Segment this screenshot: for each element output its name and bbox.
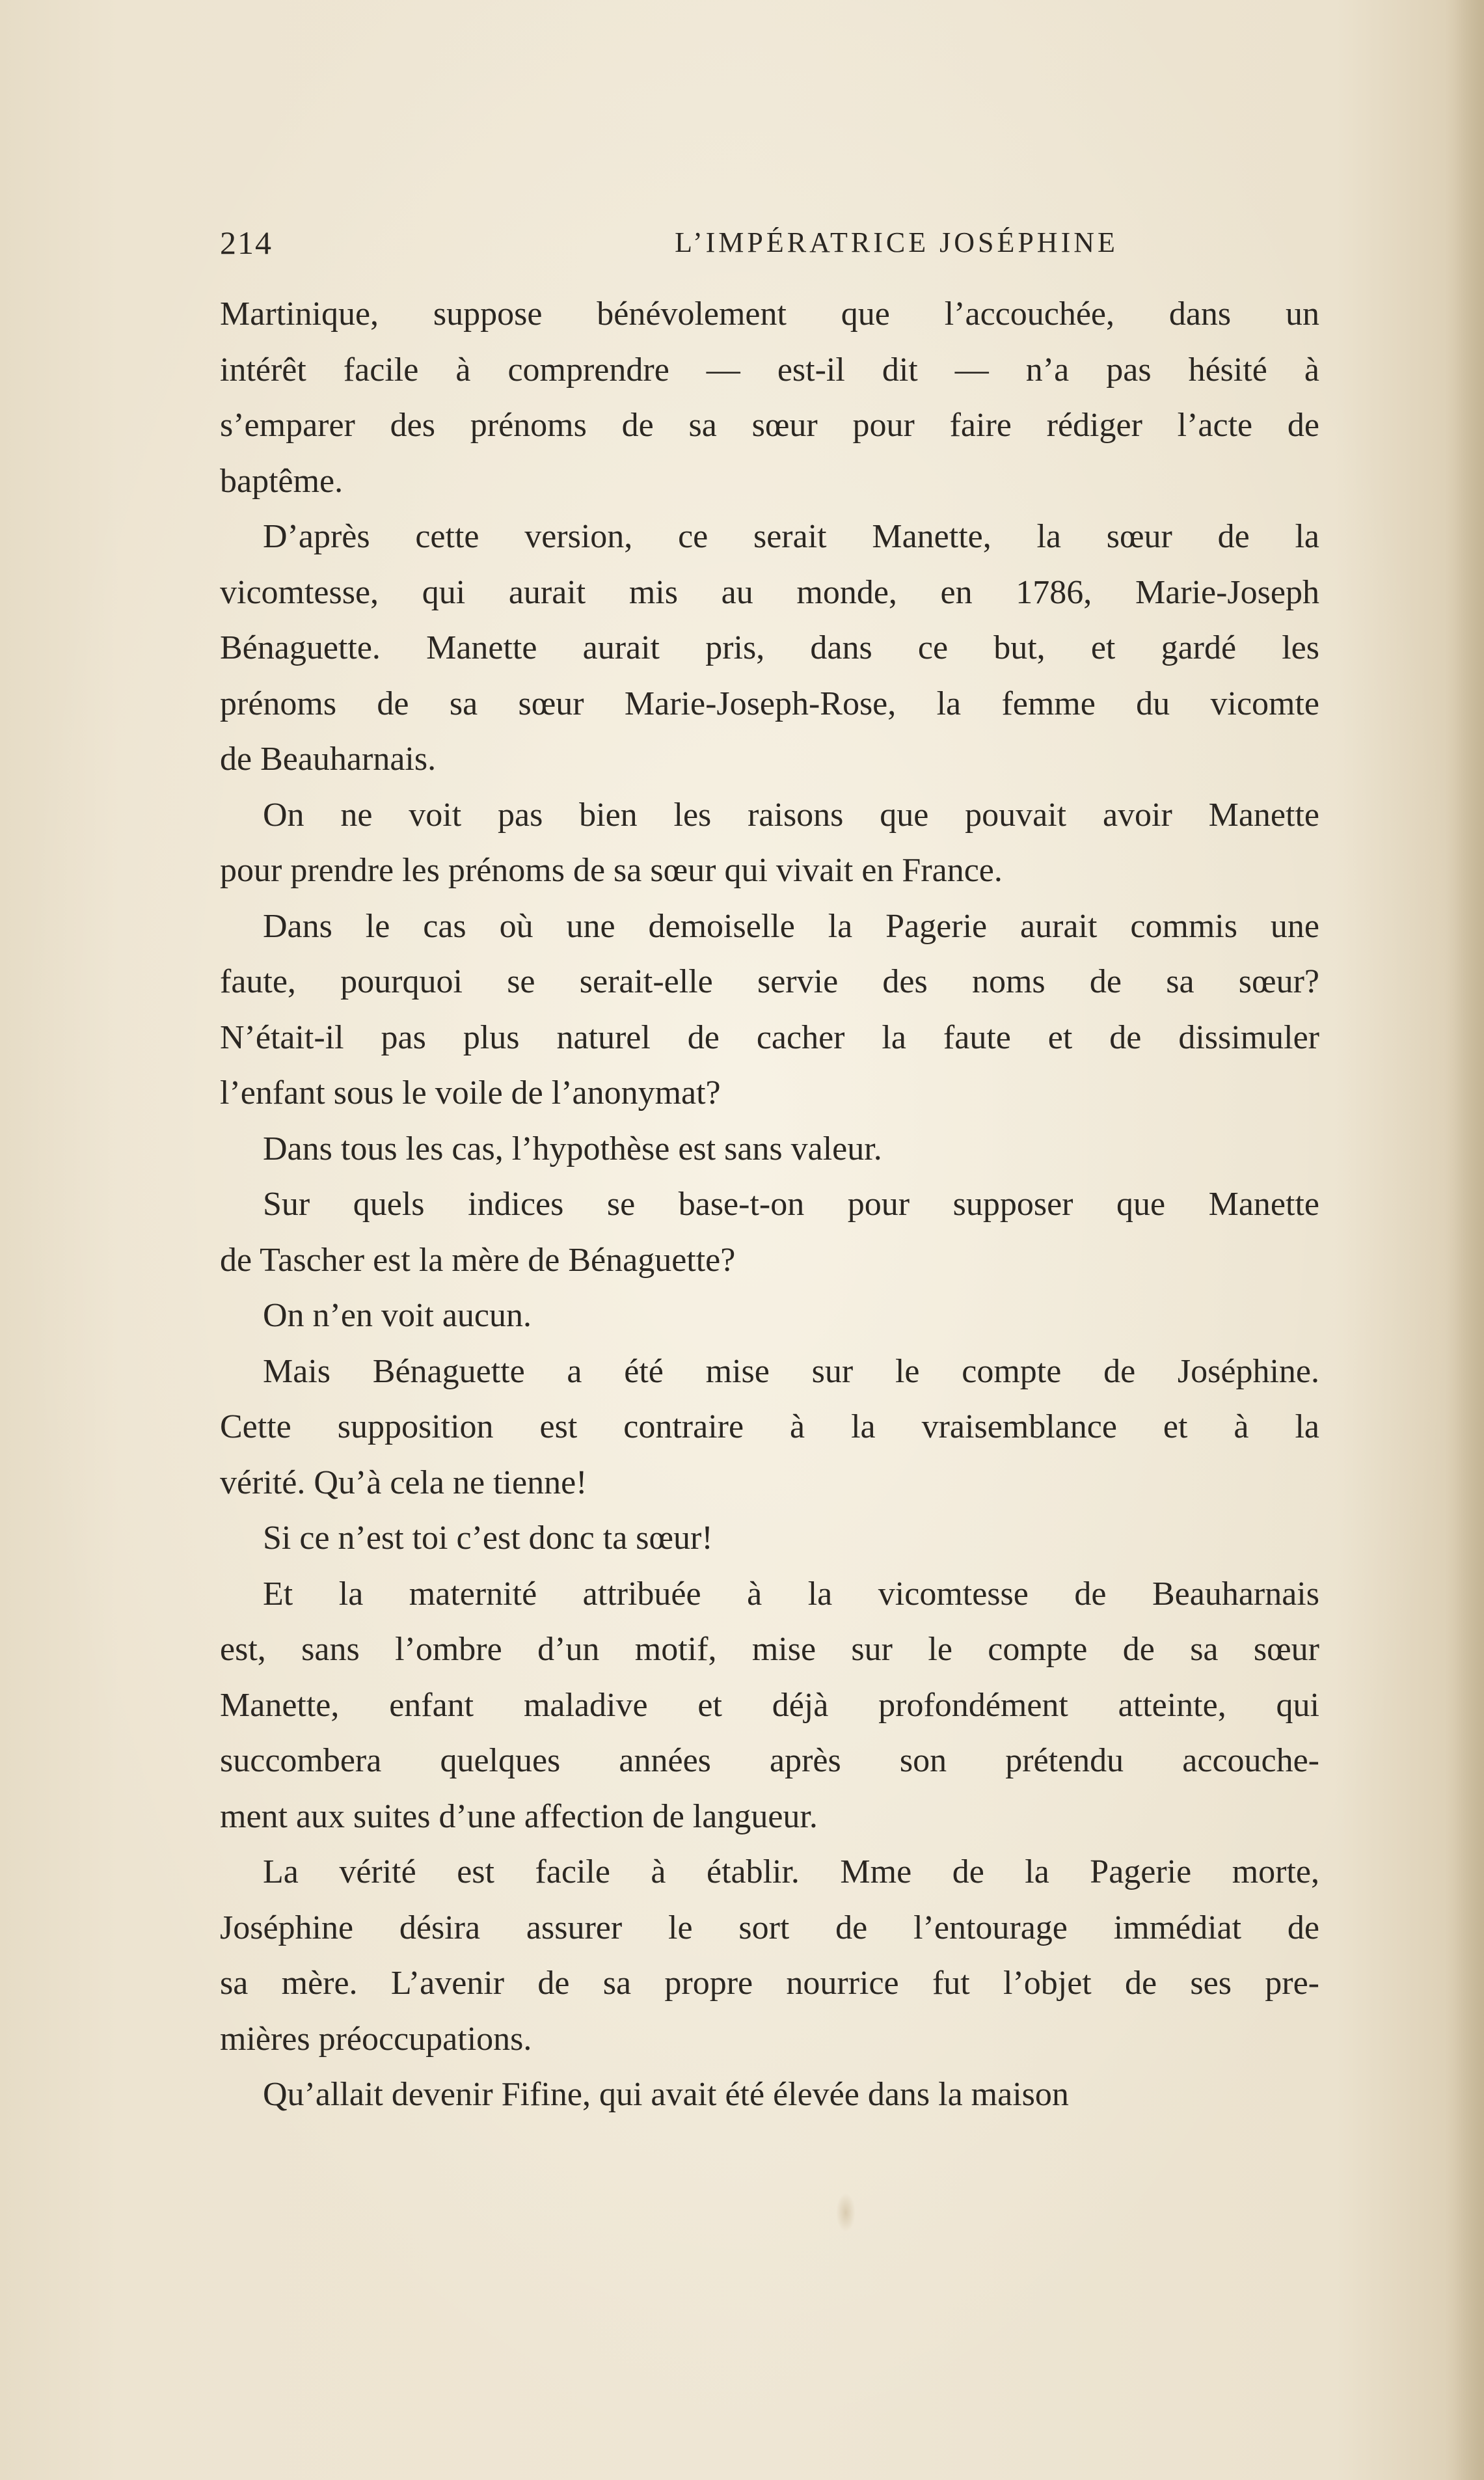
text-line: succombera quelques années après son prétendu accouche- bbox=[220, 1742, 1319, 1779]
text-line: Sur quels indices se base-t-on pour supposer que Manette bbox=[263, 1186, 1319, 1223]
text-line: baptême. bbox=[220, 462, 344, 500]
text-line: On ne voit pas bien les raisons que pouvait avoir Manette bbox=[263, 796, 1319, 834]
text-line: Bénaguette. Manette aurait pris, dans ce but, et gardé les bbox=[220, 629, 1319, 666]
page-header bbox=[220, 220, 1319, 266]
text-line: Qu’allait devenir Fifine, qui avait été élevée dans la maison bbox=[263, 2076, 1069, 2113]
text-line: vérité. Qu’à cela ne tienne! bbox=[220, 1464, 587, 1501]
page-number: 214 bbox=[220, 225, 273, 261]
text-line: l’enfant sous le voile de l’anonymat? bbox=[220, 1074, 721, 1111]
paper-stain bbox=[836, 2193, 856, 2232]
text-line: pour prendre les prénoms de sa sœur qui vivait en France. bbox=[220, 852, 1003, 889]
text-line: mières préoccupations. bbox=[220, 2020, 532, 2058]
text-line: Manette, enfant maladive et déjà profondément atteinte, qui bbox=[220, 1686, 1319, 1724]
text-line: N’était-il pas plus naturel de cacher la faute et de dissimuler bbox=[220, 1018, 1319, 1056]
text-line: de Beauharnais. bbox=[220, 741, 437, 778]
text-line: intérêt facile à comprendre — est-il dit — n’a pas hésité à bbox=[220, 351, 1319, 388]
text-line: Dans tous les cas, l’hypothèse est sans valeur. bbox=[263, 1130, 882, 1167]
text-line: Si ce n’est toi c’est donc ta sœur! bbox=[263, 1519, 713, 1557]
text-line: Joséphine désira assurer le sort de l’entourage immédiat de bbox=[220, 1909, 1319, 1946]
text-line: est, sans l’ombre d’un motif, mise sur le compte de sa sœur bbox=[220, 1631, 1319, 1668]
body-text bbox=[220, 286, 1319, 2123]
text-line: ment aux suites d’une affection de langueur. bbox=[220, 1797, 818, 1835]
text-line: Martinique, suppose bénévolement que l’accouchée, dans un bbox=[220, 295, 1319, 333]
text-line: Cette supposition est contraire à la vraisemblance et à la bbox=[220, 1408, 1319, 1445]
text-line: D’après cette version, ce serait Manette, la sœur de la bbox=[263, 518, 1319, 555]
text-line: La vérité est facile à établir. Mme de la Pagerie morte, bbox=[263, 1853, 1319, 1890]
text-line: On n’en voit aucun. bbox=[263, 1297, 532, 1334]
text-line: prénoms de sa sœur Marie-Joseph-Rose, la femme du vicomte bbox=[220, 685, 1319, 722]
text-line: Et la maternité attribuée à la vicomtesse de Beauharnais bbox=[263, 1575, 1319, 1613]
text-line: s’emparer des prénoms de sa sœur pour faire rédiger l’acte de bbox=[220, 407, 1319, 444]
text-line: Dans le cas où une demoiselle la Pagerie aurait commis une bbox=[263, 907, 1319, 945]
text-line: de Tascher est la mère de Bénaguette? bbox=[220, 1241, 736, 1279]
text-line: Mais Bénaguette a été mise sur le compte de Joséphine. bbox=[263, 1352, 1319, 1390]
text-line: sa mère. L’avenir de sa propre nourrice fut l’objet de ses pre- bbox=[220, 1965, 1319, 2002]
running-title: L’IMPÉRATRICE JOSÉPHINE bbox=[675, 226, 1118, 258]
text-line: faute, pourquoi se serait-elle servie des noms de sa sœur? bbox=[220, 963, 1319, 1000]
text-line: vicomtesse, qui aurait mis au monde, en 1786, Marie-Joseph bbox=[220, 573, 1319, 611]
